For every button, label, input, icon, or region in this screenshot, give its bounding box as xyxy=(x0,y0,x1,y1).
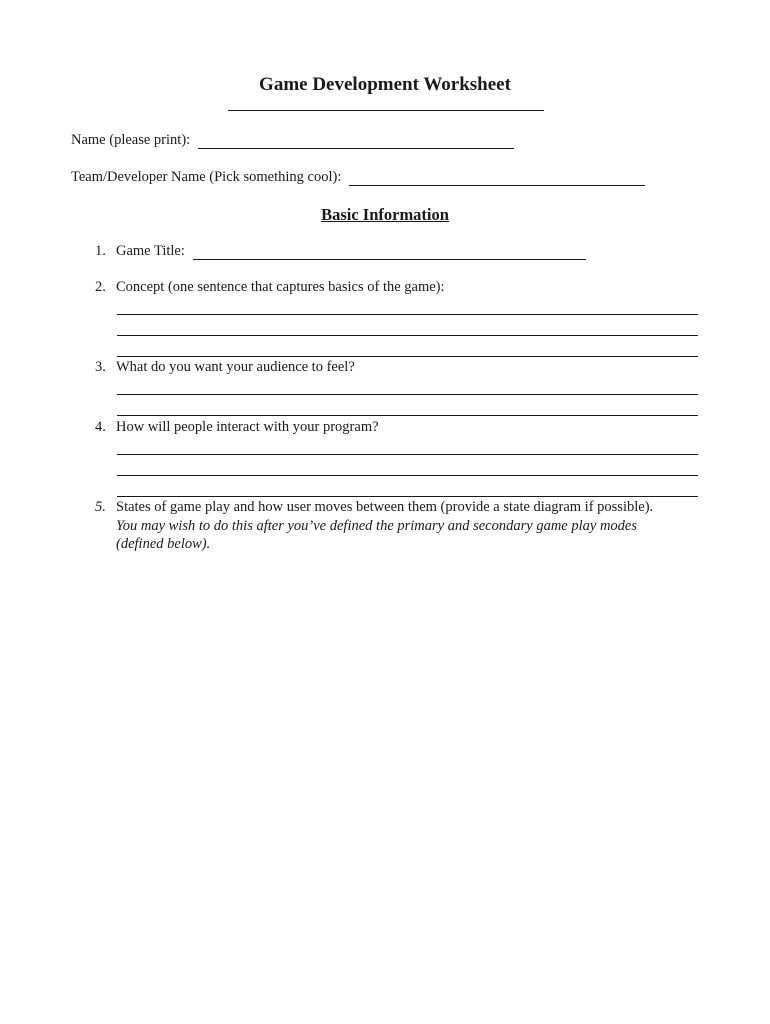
name-label: Name (please print): xyxy=(71,132,191,148)
name-field xyxy=(71,132,514,149)
question-2 xyxy=(95,279,445,296)
team-field xyxy=(71,169,645,186)
answer-line[interactable] xyxy=(117,394,698,395)
answer-line[interactable] xyxy=(117,335,698,336)
question-number: 4. xyxy=(95,419,106,435)
question-text: Game Title: xyxy=(116,243,185,259)
team-label: Team/Developer Name (Pick something cool): xyxy=(71,169,342,185)
question-3 xyxy=(95,359,355,376)
question-number: 5. xyxy=(95,499,106,515)
answer-line[interactable] xyxy=(117,415,698,416)
question-note: (defined below). xyxy=(116,536,211,552)
question-text: Concept (one sentence that captures basics of the game): xyxy=(116,279,445,295)
name-blank-line[interactable] xyxy=(198,136,514,149)
question-number: 1. xyxy=(95,243,106,259)
question-1 xyxy=(95,243,586,260)
question-4 xyxy=(95,419,379,436)
question-number: 3. xyxy=(95,359,106,375)
answer-line[interactable] xyxy=(117,475,698,476)
question-text: How will people interact with your program? xyxy=(116,419,379,435)
team-blank-line[interactable] xyxy=(349,173,645,186)
question-text: States of game play and how user moves between them (provide a state diagram if possible). xyxy=(116,499,654,515)
answer-line[interactable] xyxy=(117,314,698,315)
question-number: 2. xyxy=(95,279,106,295)
answer-line[interactable] xyxy=(117,454,698,455)
title-underline xyxy=(228,110,544,111)
answer-line[interactable] xyxy=(117,496,698,497)
game-title-blank-line[interactable] xyxy=(193,247,586,260)
question-5 xyxy=(116,498,716,554)
question-text: What do you want your audience to feel? xyxy=(116,359,355,375)
worksheet-title: Game Development Worksheet xyxy=(259,74,511,95)
answer-line[interactable] xyxy=(117,356,698,357)
section-heading: Basic Information xyxy=(321,205,449,224)
question-note: You may wish to do this after you’ve defined the primary and secondary game play modes xyxy=(116,517,637,534)
